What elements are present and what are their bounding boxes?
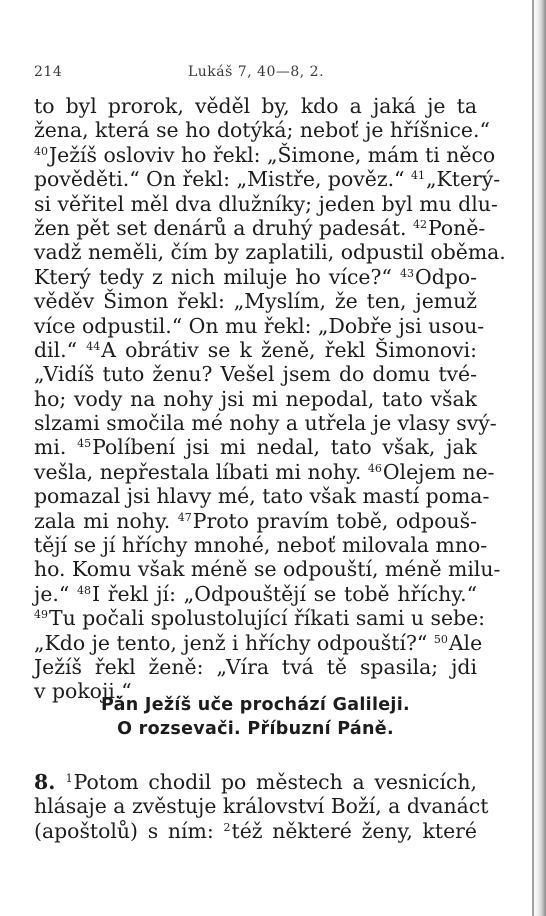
section-heading-line-1: Pán Ježíš uče prochází Galileji. <box>101 695 410 715</box>
text-line <box>34 411 497 436</box>
scripture-text <box>34 94 506 704</box>
text-segment: v pokoji.“ <box>34 679 132 704</box>
verse-number: 2 <box>223 820 231 834</box>
verse-number: 50 <box>433 632 448 646</box>
text-segment: Tu počali spolustolující říkati sami u sebe: <box>49 606 486 631</box>
verse-number: 44 <box>86 339 101 353</box>
verse-number: 46 <box>367 461 382 475</box>
chapter-8-text <box>34 770 489 843</box>
text-line <box>34 289 477 313</box>
text-segment: hlásaje a zvěstuje království Boží, a dvanáct <box>34 794 489 819</box>
page-number: 214 <box>34 64 63 80</box>
chapter-number: 8. <box>34 770 66 794</box>
text-line <box>34 582 477 606</box>
verse-number: 42 <box>413 217 428 231</box>
verse-number: 41 <box>410 169 425 183</box>
text-line <box>34 770 477 794</box>
text-line <box>34 533 488 558</box>
text-segment: pomazal jsi hlavy mé, tato však mastí poma- <box>34 484 490 509</box>
text-segment: „Vidíš tuto ženu? Vešel jsem do domu tvé- <box>34 362 477 387</box>
text-line <box>34 338 477 362</box>
text-segment: to byl prorok, věděl by, kdo a jaká je ta <box>34 94 477 118</box>
text-line <box>34 819 477 843</box>
verse-number: 47 <box>177 510 192 524</box>
text-segment: žena, která se ho dotýká; neboť je hříšnice.“ <box>34 118 490 143</box>
text-segment: věděv Šimon řekl: „Myslím, že ten, jemuž <box>34 289 477 314</box>
text-line <box>34 313 485 338</box>
text-segment: si věřitel měl dva dlužníky; jeden byl mu dlu- <box>34 191 498 216</box>
text-segment: Ježíš řekl ženě: „Víra tvá tě spasila; jdi <box>34 654 477 679</box>
text-segment: A obrátiv se k ženě, řekl Šimonovi: <box>101 337 478 362</box>
text-segment: tějí se jí hříchy mnohé, neboť milovala mno- <box>34 533 488 558</box>
text-line <box>34 387 477 411</box>
text-segment: více odpustil.“ On mu řekl: „Dobře jsi usou- <box>34 313 485 338</box>
text-segment: pověděti.“ On řekl: „Mistře, pověz.“ <box>34 167 411 192</box>
text-segment: Políbení jsi mi nedal, tato však, jak <box>92 435 477 460</box>
text-segment: ho. Komu však méně se odpouští, méně milu- <box>34 557 501 582</box>
verse-number: 45 <box>77 437 92 451</box>
section-heading <box>34 693 477 741</box>
text-line <box>34 142 496 167</box>
running-head: Lukáš 7, 40—8, 2. <box>187 64 325 80</box>
text-line <box>34 118 490 143</box>
page-edge-line <box>532 0 534 916</box>
text-segment: Ježíš osloviv ho řekl: „Šimone, mám ti něco <box>49 142 496 167</box>
verse-number: 43 <box>400 266 414 280</box>
verse-number: 1 <box>65 772 73 785</box>
text-line <box>34 240 506 265</box>
text-line <box>34 215 486 240</box>
text-segment: Odpo- <box>415 264 477 289</box>
page-edge-shadow <box>532 0 546 916</box>
text-segment: Proto pravím tobě, odpouš- <box>192 508 477 533</box>
verse-number: 49 <box>34 608 48 622</box>
text-line <box>34 794 489 819</box>
text-segment: je.“ <box>34 581 78 606</box>
text-segment: slzami smočila mé nohy a utřela je vlasy svý- <box>34 411 497 436</box>
text-segment: Poně- <box>428 215 486 240</box>
section-heading-line-2: O rozsevači. Příbuzní Páně. <box>117 719 394 739</box>
text-line <box>34 94 477 118</box>
text-segment: zala mi nohy. <box>34 508 178 533</box>
text-segment: ho; vody na nohy jsi mi nepodal, tato však <box>34 386 477 411</box>
text-segment: Potom chodil po městech a vesnicích, <box>73 770 478 794</box>
text-line <box>34 557 501 582</box>
text-segment: „Kdo je tento, jenž i hříchy odpouští?“ <box>34 630 434 655</box>
text-segment: též některé ženy, které <box>231 818 477 843</box>
text-line <box>34 435 477 459</box>
text-segment: (apoštolů) s ním: <box>34 818 224 843</box>
text-line <box>34 606 486 631</box>
text-segment: Který tedy z nich miluje ho více?“ <box>34 264 400 289</box>
text-segment: „Který- <box>425 167 501 192</box>
page-header <box>34 64 478 84</box>
text-line <box>34 509 477 533</box>
verse-number: 40 <box>34 144 48 158</box>
text-segment: dil.“ <box>34 337 87 362</box>
text-segment: Olejem ne- <box>382 459 495 484</box>
text-line <box>34 167 501 192</box>
text-line <box>34 191 498 216</box>
text-segment: vadž neměli, čím by zaplatili, odpustil oběma. <box>34 240 506 265</box>
text-line <box>34 265 477 289</box>
verse-number: 48 <box>77 583 92 597</box>
text-line <box>34 655 477 679</box>
text-line <box>34 459 495 484</box>
text-segment: mi. <box>34 435 78 460</box>
text-segment: Ale <box>448 630 483 655</box>
text-line <box>34 630 483 655</box>
text-segment: žen pět set denárů a druhý padesát. <box>34 215 414 240</box>
text-segment: I řekl jí: „Odpouštějí se tobě hříchy.“ <box>92 581 477 606</box>
text-line <box>34 484 490 509</box>
text-line <box>34 362 477 386</box>
text-segment: vešla, nepřestala líbati mi nohy. <box>34 459 368 484</box>
